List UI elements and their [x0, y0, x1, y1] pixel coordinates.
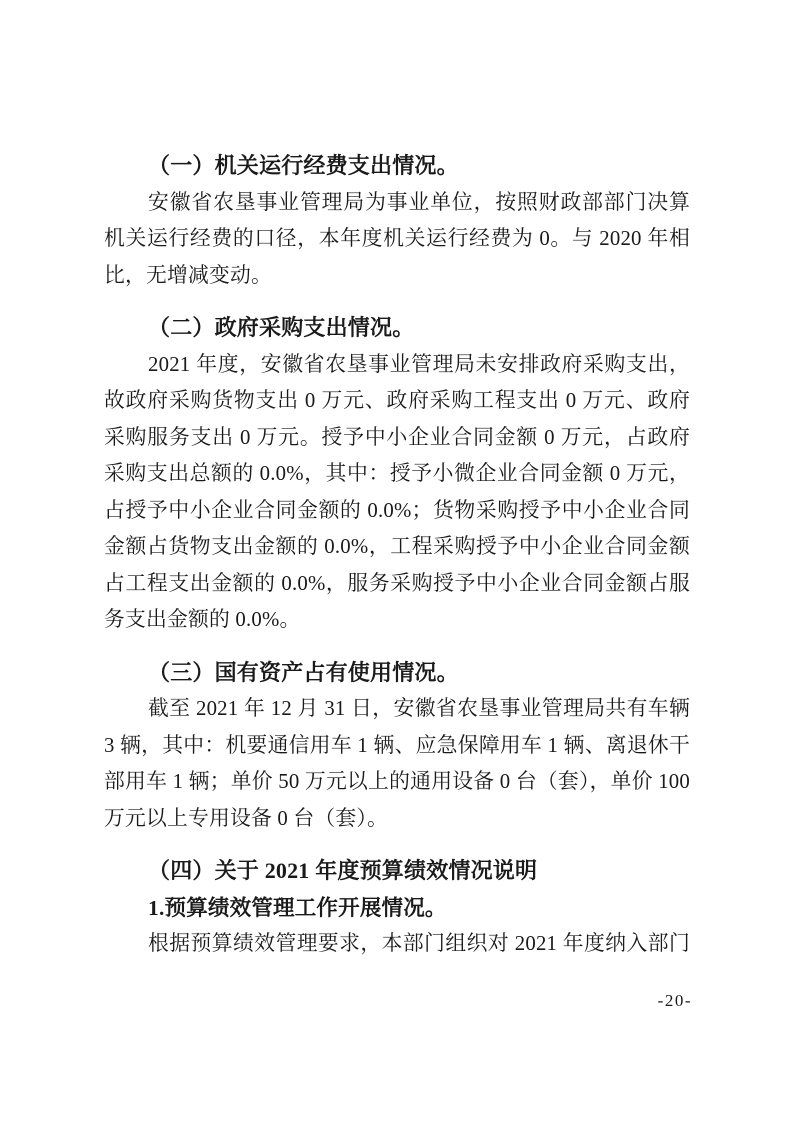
body-paragraph: 安徽省农垦事业管理局为事业单位，按照财政部部门决算机关运行经费的口径，本年度机关运行经费为 0。与 2020 年相比，无增减变动。	[104, 190, 690, 287]
section-heading: （二）政府采购支出情况。	[148, 315, 415, 340]
body-paragraph: 截至 2021 年 12 月 31 日，安徽省农垦事业管理局共有车辆 3 辆，其中：机要通信用车 1 辆、应急保障用车 1 辆、离退休干部用车 1 辆；单价 50 万元以上的通用设备 0 台（套），单价 100 万元以上专用设备 0 台（套）。	[104, 697, 690, 830]
section-heading: （三）国有资产占有使用情况。	[148, 659, 459, 685]
subsection-heading: 1.预算绩效管理工作开展情况。	[148, 895, 447, 920]
body-paragraph: 根据预算绩效管理要求，本部门组织对 2021 年度纳入部门	[148, 932, 690, 955]
section-heading: （一）机关运行经费支出情况。	[148, 153, 459, 178]
section-heading: （四）关于 2021 年度预算绩效情况说明	[148, 858, 538, 883]
page-number: -20-	[657, 991, 692, 1010]
document-content	[104, 148, 690, 963]
body-paragraph: 2021 年度，安徽省农垦事业管理局未安排政府采购支出，故政府采购货物支出 0 万元、政府采购工程支出 0 万元、政府采购服务支出 0 万元。授予中小企业合同金额 0 万元，占政府采购支出总额的 0.0%，其中：授予小微企业合同金额 0 万元，占授予中小企业合同金额的 0.0%；货物采购授予中小企业合同金额占货物支出金额的 0.0%，工程采购授予中小企业合同金额占工程支出金额的 0.0%，服务采购授予中小企业合同金额占服务支出金额的 0.0%。	[104, 352, 690, 631]
